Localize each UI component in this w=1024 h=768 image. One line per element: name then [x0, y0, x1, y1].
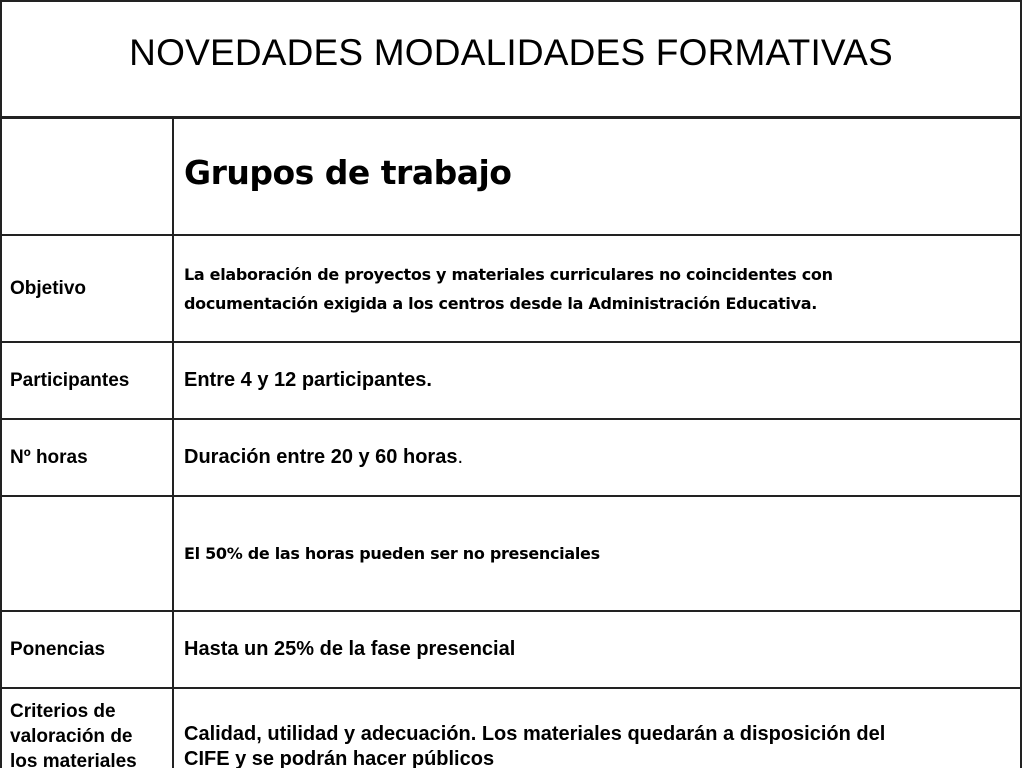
table-heading: Grupos de trabajo	[184, 153, 512, 192]
header-value-cell	[173, 118, 1022, 235]
table-header-row	[0, 118, 1022, 235]
row-label-line: valoración de	[10, 726, 133, 747]
row-label: Nº horas	[0, 419, 173, 496]
header-label-cell	[0, 118, 173, 235]
row-value-line: documentación exigida a los centros desde la Administración Educativa.	[184, 293, 818, 313]
slide-title: NOVEDADES MODALIDADES FORMATIVAS	[129, 32, 893, 73]
row-value: El 50% de las horas pueden ser no presenciales	[173, 496, 1022, 611]
row-label-line: Criterios de	[10, 701, 116, 722]
table-row-ponencias	[0, 611, 1022, 688]
row-label	[0, 688, 173, 768]
title-row	[0, 0, 1022, 118]
row-label: Objetivo	[0, 235, 173, 342]
table-row-participantes	[0, 342, 1022, 419]
row-value	[173, 419, 1022, 496]
row-label-line: los materiales	[10, 751, 137, 768]
row-value: Entre 4 y 12 participantes.	[173, 342, 1022, 419]
row-label	[0, 496, 173, 611]
table-row-horas	[0, 419, 1022, 496]
row-value: Hasta un 25% de la fase presencial	[173, 611, 1022, 688]
row-value	[173, 688, 1022, 768]
row-value-line: Calidad, utilidad y adecuación. Los materiales quedarán a disposición del	[184, 723, 886, 745]
row-value-line: La elaboración de proyectos y materiales curriculares no coincidentes con	[184, 264, 833, 284]
row-value	[173, 235, 1022, 342]
modalities-table	[0, 117, 1022, 768]
row-label: Ponencias	[0, 611, 173, 688]
table-row-objetivo	[0, 235, 1022, 342]
row-label: Participantes	[0, 342, 173, 419]
row-value-line: CIFE y se podrán hacer públicos	[184, 748, 495, 768]
table-row-criterios	[0, 688, 1022, 768]
table-row-presencialidad	[0, 496, 1022, 611]
row-value-text: Duración entre 20 y 60 horas	[184, 446, 458, 468]
row-value-suffix: .	[457, 446, 464, 468]
